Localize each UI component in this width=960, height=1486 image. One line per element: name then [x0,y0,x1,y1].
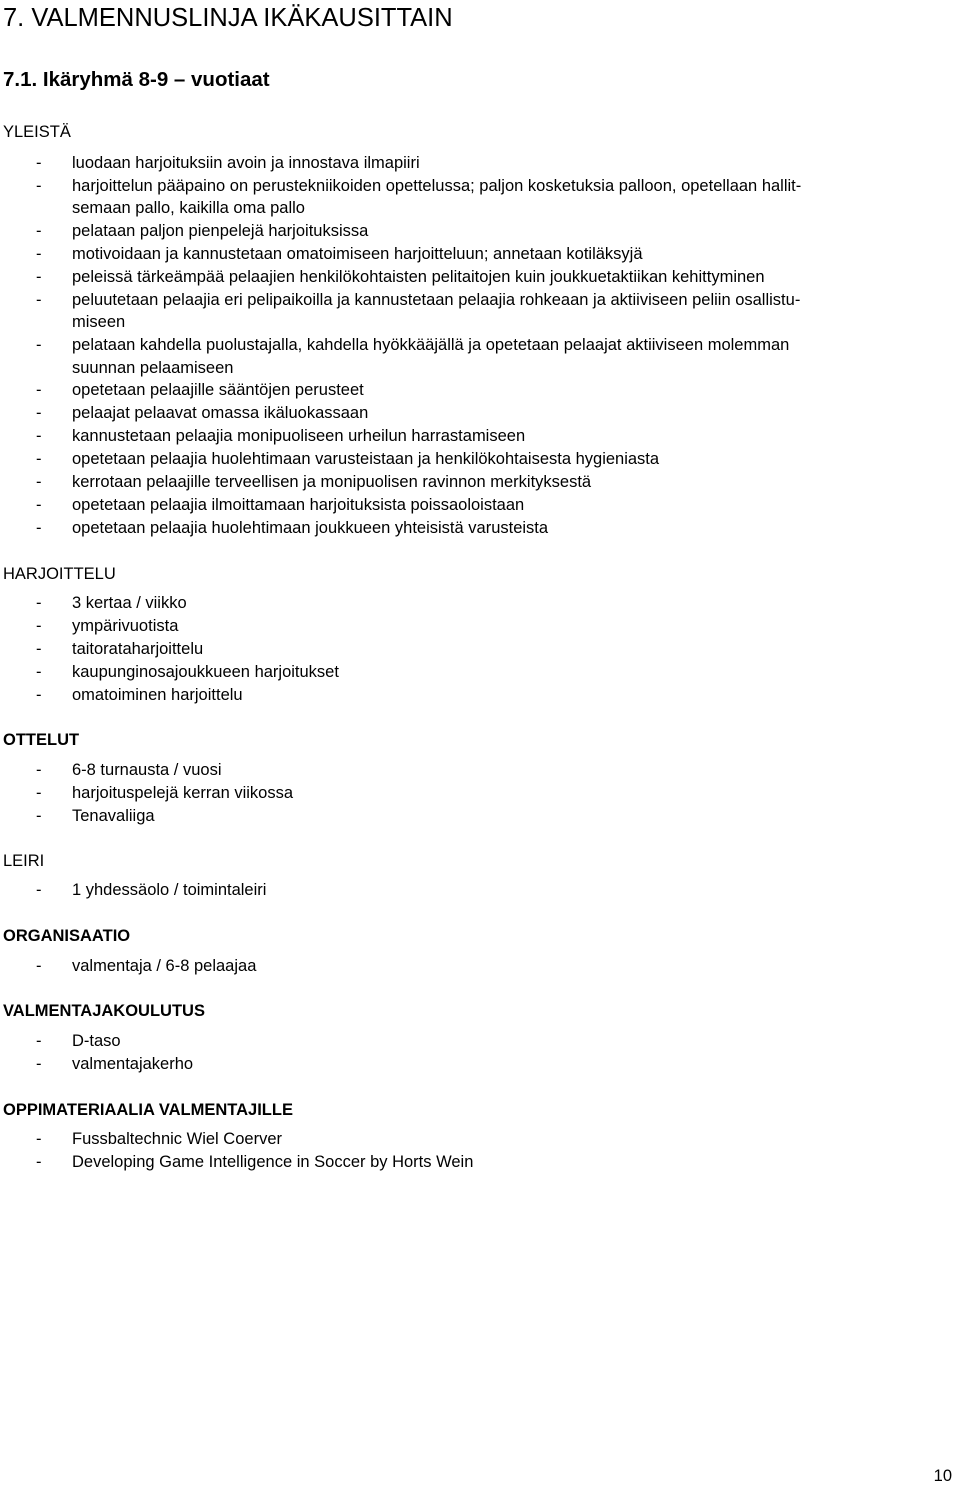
yleista-title: YLEISTÄ [3,123,71,141]
bullet-dash: - [36,957,42,975]
bullet-dash: - [36,496,42,514]
bullet-dash: - [36,336,42,354]
oppimateriaalia-title: OPPIMATERIAALIA VALMENTAJILLE [3,1101,293,1119]
bullet-dash: - [36,807,42,825]
bullet-dash: - [36,686,42,704]
bullet-dash: - [36,473,42,491]
list-item-continuation: miseen [72,313,126,331]
list-item: omatoiminen harjoittelu [72,686,243,704]
list-item: peleissä tärkeämpää pelaajien henkilökohtaisten pelitaitojen kuin joukkuetaktiikan kehittyminen [72,268,765,286]
bullet-dash: - [36,222,42,240]
list-item: harjoituspelejä kerran viikossa [72,784,294,802]
ottelut-title: OTTELUT [3,731,80,749]
bullet-dash: - [36,381,42,399]
list-item: Tenavaliiga [72,807,155,825]
section-subheading: 7.1. Ikäryhmä 8-9 – vuotiaat [3,68,270,91]
bullet-dash: - [36,519,42,537]
bullet-dash: - [36,268,42,286]
bullet-dash: - [36,1153,42,1171]
list-item: 1 yhdessäolo / toimintaleiri [72,881,267,899]
page-heading: 7. VALMENNUSLINJA IKÄKAUSITTAIN [3,4,453,32]
list-item: pelataan kahdella puolustajalla, kahdella hyökkääjällä ja opetetaan pelaajat aktiiviseen molemman [72,336,790,354]
list-item: motivoidaan ja kannustetaan omatoimiseen harjoitteluun; annetaan kotiläksyjä [72,245,643,263]
bullet-dash: - [36,154,42,172]
valmentajakoulutus-title: VALMENTAJAKOULUTUS [3,1002,205,1020]
bullet-dash: - [36,427,42,445]
list-item: kannustetaan pelaajia monipuoliseen urheilun harrastamiseen [72,427,526,445]
list-item: 6-8 turnausta / vuosi [72,761,222,779]
bullet-dash: - [36,1032,42,1050]
leiri-title: LEIRI [3,852,45,870]
bullet-dash: - [36,594,42,612]
page-number: 10 [933,1467,952,1485]
bullet-dash: - [36,1130,42,1148]
bullet-dash: - [36,784,42,802]
bullet-dash: - [36,663,42,681]
list-item: valmentaja / 6-8 pelaajaa [72,957,257,975]
bullet-dash: - [36,640,42,658]
bullet-dash: - [36,617,42,635]
list-item: opetetaan pelaajia huolehtimaan varusteistaan ja henkilökohtaisesta hygieniasta [72,450,660,468]
bullet-dash: - [36,291,42,309]
list-item: opetetaan pelaajille sääntöjen perusteet [72,381,364,399]
organisaatio-title: ORGANISAATIO [3,927,131,945]
list-item: luodaan harjoituksiin avoin ja innostava ilmapiiri [72,154,420,172]
list-item: harjoittelun pääpaino on perustekniikoiden opettelussa; paljon kosketuksia palloon, opetellaan hallit- [72,177,802,195]
bullet-dash: - [36,881,42,899]
list-item: kerrotaan pelaajille terveellisen ja monipuolisen ravinnon merkityksestä [72,473,592,491]
bullet-dash: - [36,404,42,422]
list-item-continuation: suunnan pelaamiseen [72,359,234,377]
bullet-dash: - [36,450,42,468]
list-item: Developing Game Intelligence in Soccer by Horts Wein [72,1153,474,1171]
bullet-dash: - [36,1055,42,1073]
list-item: 3 kertaa / viikko [72,594,187,612]
list-item: opetetaan pelaajia ilmoittamaan harjoituksista poissaoloistaan [72,496,525,514]
list-item: pelaajat pelaavat omassa ikäluokassaan [72,404,369,422]
bullet-dash: - [36,761,42,779]
list-item-continuation: semaan pallo, kaikilla oma pallo [72,199,305,217]
list-item: pelataan paljon pienpelejä harjoituksissa [72,222,369,240]
list-item: ympärivuotista [72,617,179,635]
bullet-dash: - [36,177,42,195]
list-item: valmentajakerho [72,1055,194,1073]
list-item: kaupunginosajoukkueen harjoitukset [72,663,339,681]
list-item: taitorataharjoittelu [72,640,204,658]
list-item: D-taso [72,1032,121,1050]
harjoittelu-title: HARJOITTELU [3,565,116,583]
list-item: opetetaan pelaajia huolehtimaan joukkueen yhteisistä varusteista [72,519,549,537]
bullet-dash: - [36,245,42,263]
list-item: peluutetaan pelaajia eri pelipaikoilla ja kannustetaan pelaajia rohkeaan ja aktiiviseen peliin osallistu- [72,291,801,309]
list-item: Fussbaltechnic Wiel Coerver [72,1130,282,1148]
